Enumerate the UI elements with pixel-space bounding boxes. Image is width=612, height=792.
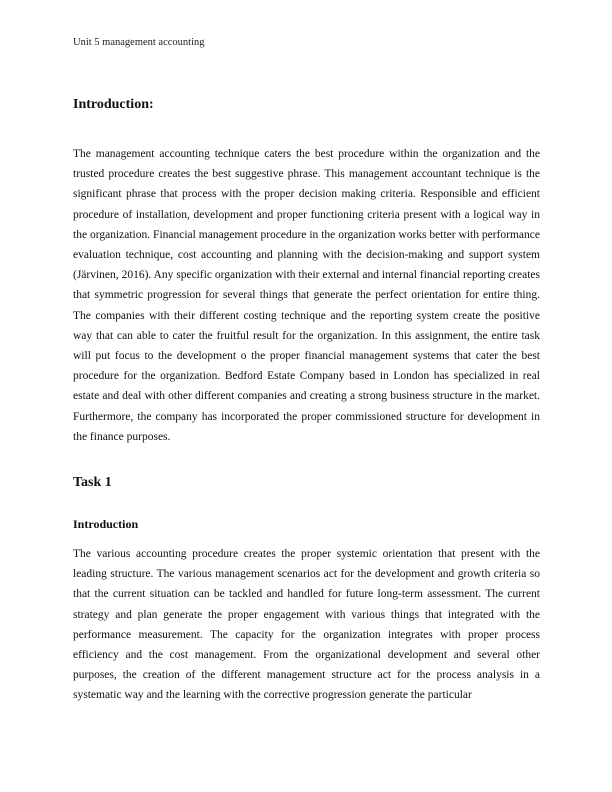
running-header: Unit 5 management accounting (73, 37, 205, 48)
task1-heading: Task 1 (73, 475, 112, 491)
introduction-heading: Introduction: (73, 97, 154, 112)
task1-paragraph: The various accounting procedure creates the proper systemic orientation that present with the leading structure. The various management scenarios act for the development and growth criteria so that the current situation can be tackled and handled for future long-term assessment. The current strategy and plan generate the proper engagement with various things that integrated with the performance measurement. The capacity for the organization integrates with proper process efficiency and the cost management. From the organizational development and several other purposes, the creation of the different management structure act for the process analysis in a systematic way and the learning with the corrective progression generate the particular (73, 548, 540, 702)
page-content (73, 96, 540, 706)
task1-subheading: Introduction (73, 517, 139, 532)
introduction-paragraph: The management accounting technique caters the best procedure within the organization and the trusted procedure creates the best suggestive phrase. This management accountant technique is the significant phrase that process with the proper decision making criteria. Responsible and efficient procedure of installation, development and proper functioning criteria present with a logical way in the organization. Financial management procedure in the organization works better with performance evaluation technique, cost accounting and planning with the decision-making and support system (Järvinen, 2016). Any specific organization with their external and internal financial reporting creates that symmetric progression for several things that generate the perfect orientation for entire thing. The companies with their different costing technique and the reporting system create the positive way that can able to cater the fruitful result for the organization. In this assignment, the entire task will put focus to the development o the proper financial management systems that cater the best procedure for the organization. Bedford Estate Company based in London has specialized in real estate and deal with other different companies and creating a strong business structure in the market. Furthermore, the company has incorporated the proper commissioned structure for development in the finance purposes. (73, 148, 540, 443)
